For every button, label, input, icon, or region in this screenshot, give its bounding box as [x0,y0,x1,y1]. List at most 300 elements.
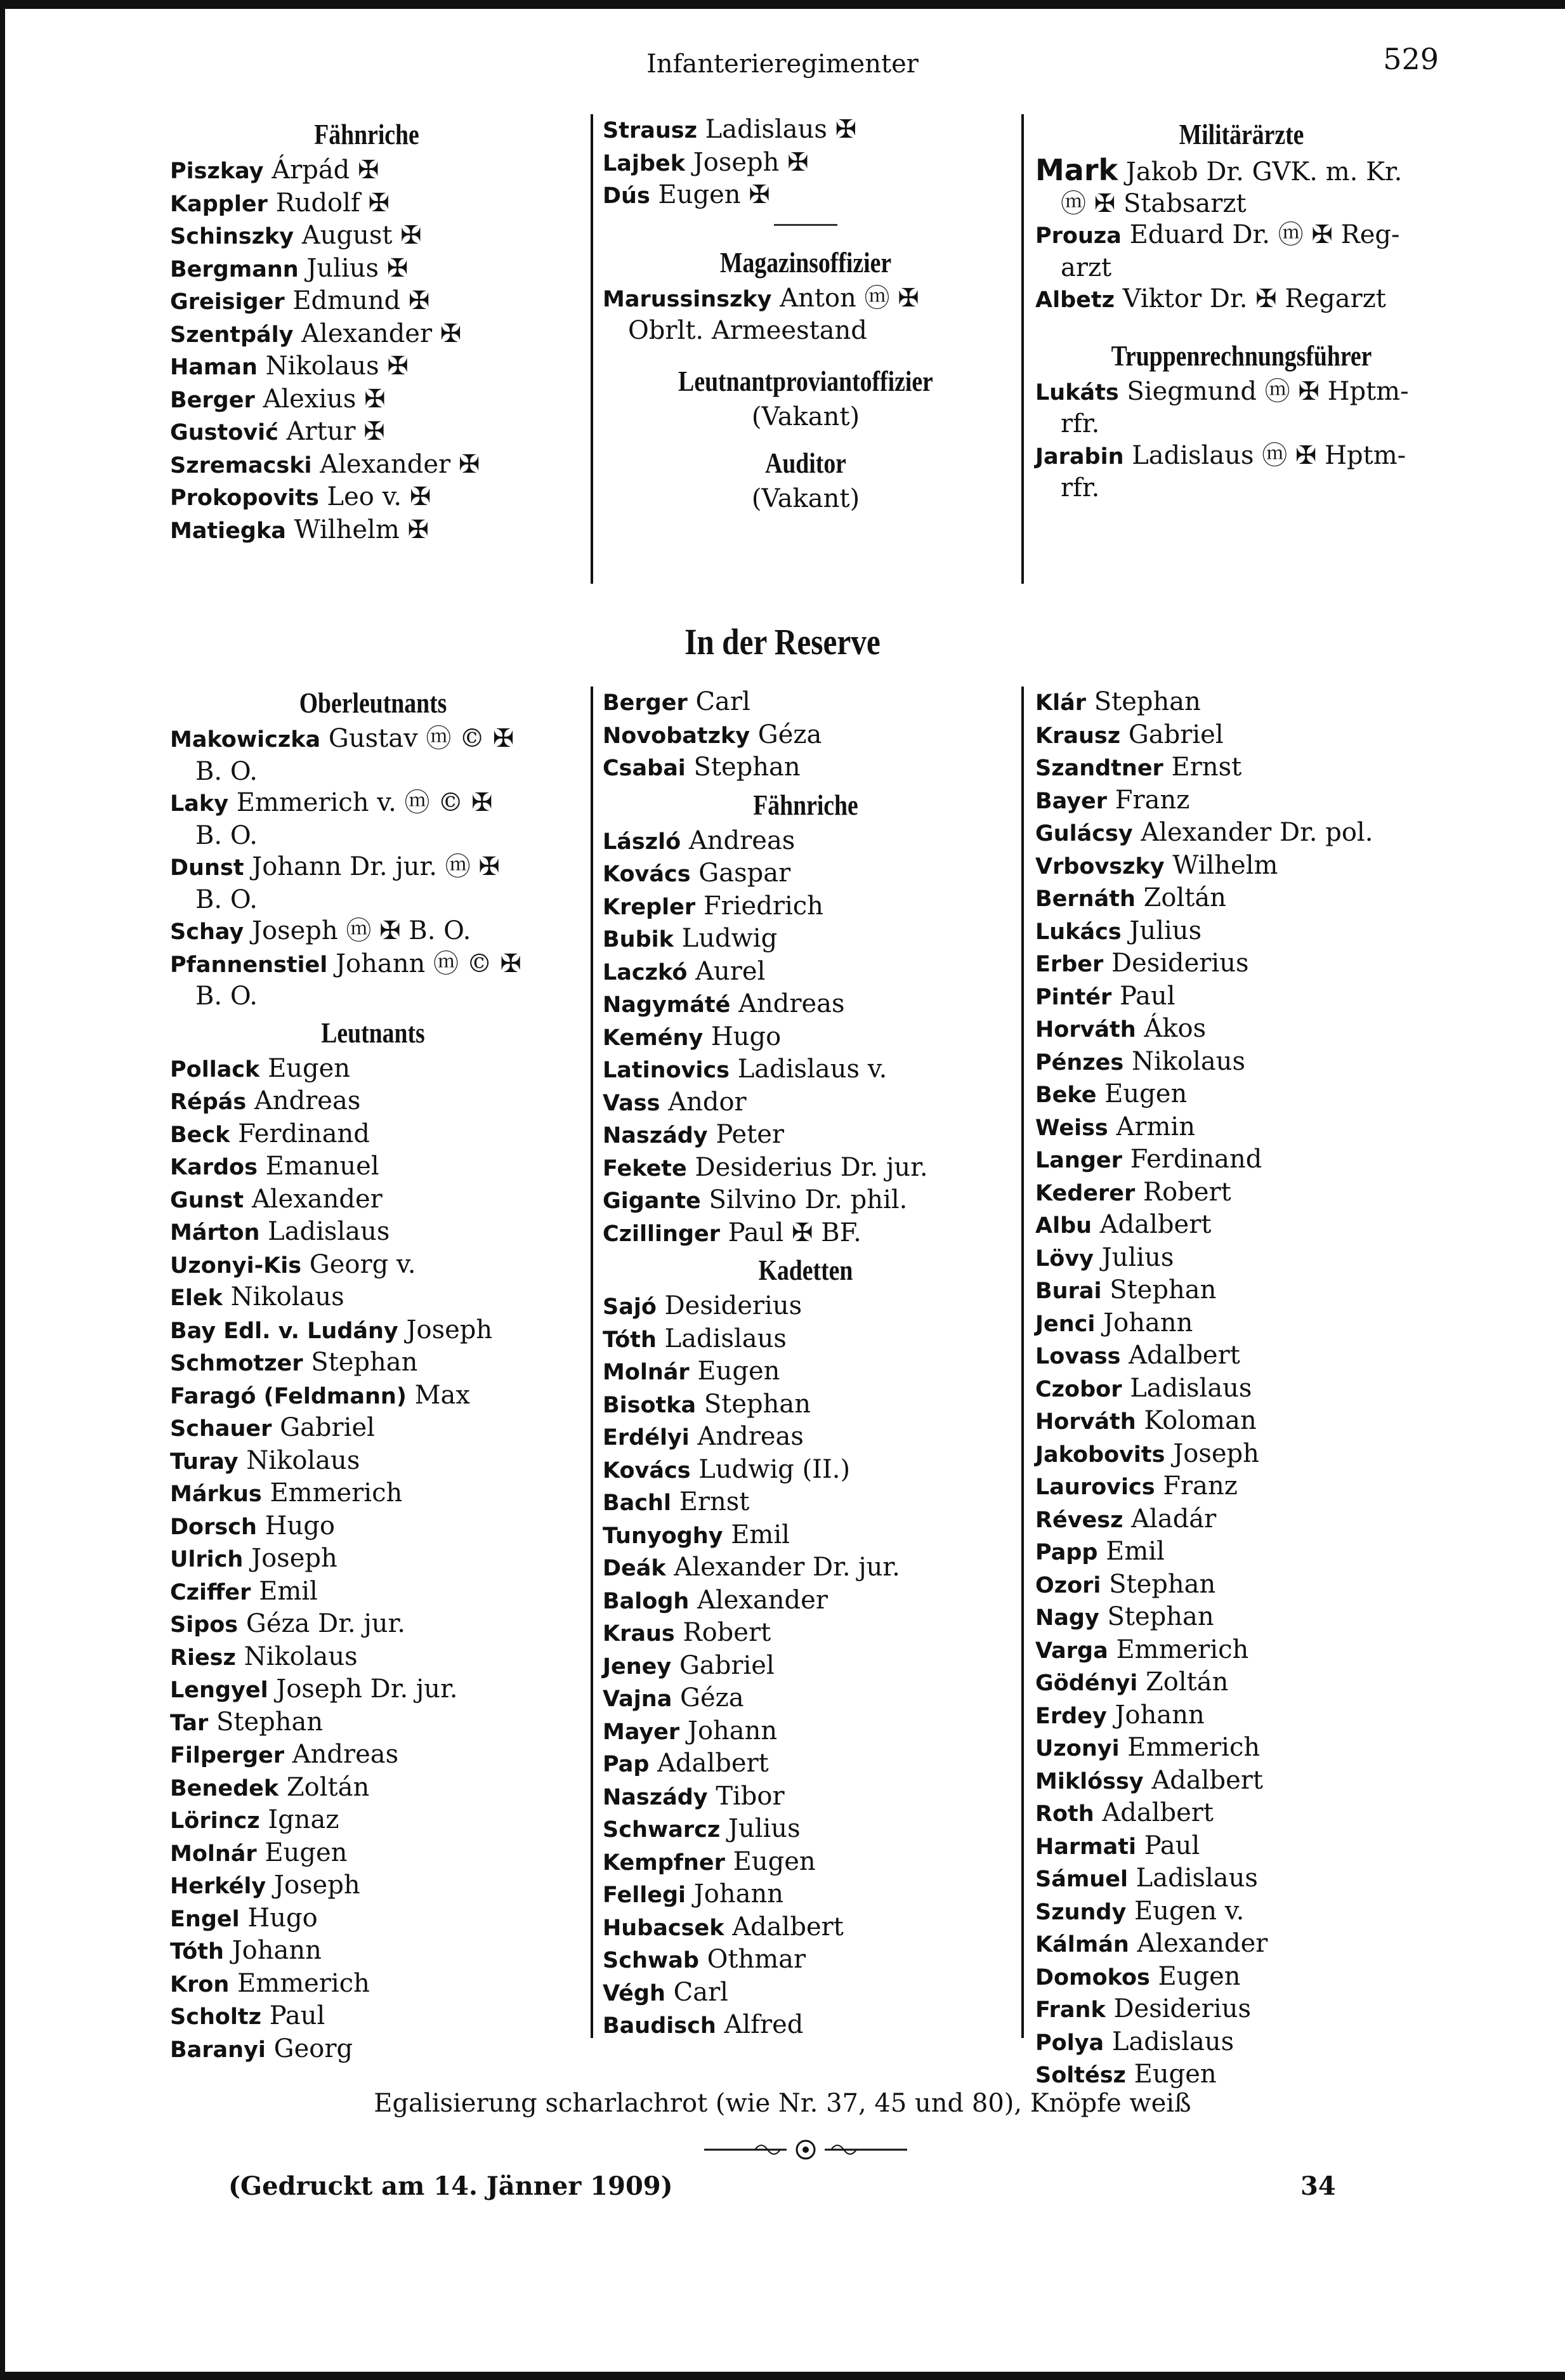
list-item: Jarabin Ladislaus ⓜ ✠ Hptm- [1035,440,1406,470]
given-name: Stephan [1109,1569,1216,1599]
given-name: Emmerich [1127,1733,1261,1762]
surname: Csabai [603,756,686,781]
list-item [603,1152,1009,1185]
list-item [170,1445,576,1478]
list-item: Albetz Viktor Dr. ✠ Regarzt [1035,284,1386,313]
given-name: Eugen ✠ [658,180,770,209]
faehnriche-list [170,155,563,547]
given-name: Othmar [707,1945,806,1974]
scan-border-left [0,0,5,2380]
list-item [170,1347,576,1380]
given-name: Stephan [1094,687,1201,716]
top-right-column [1035,114,1448,504]
surname: Bergmann [170,256,299,282]
list-item [1035,817,1448,850]
surname: Ozori [1035,1572,1101,1598]
given-name: Emil [731,1520,790,1549]
given-name: Adalbert [1102,1798,1214,1827]
top-middle-column [603,114,1009,515]
list-item [1035,1144,1448,1177]
given-name: Alexander Dr. pol. [1141,818,1373,847]
list-item [170,1380,576,1413]
surname: Engel [170,1906,240,1932]
list-item [170,1282,576,1315]
surname: Pintér [1035,984,1112,1010]
list-item [1035,1634,1448,1667]
surname: Kálmán [1035,1932,1129,1957]
list-item [1035,1961,1448,1994]
list-item [603,956,1009,989]
list-item [1035,1471,1448,1504]
surname: Nagy [1035,1605,1099,1631]
list-item [170,723,576,756]
given-name: Nikolaus [246,1445,360,1475]
list-item [170,1543,576,1576]
given-name: Ludwig [681,924,778,953]
given-name: Alexander [697,1585,828,1615]
list-item [603,1683,1009,1716]
list-item [1035,2059,1448,2092]
list-item [170,1086,576,1119]
given-name: Koloman [1144,1406,1257,1435]
surname: Prokopovits [170,485,319,511]
proviant-heading: Leutnantproviantoffizier [678,364,933,397]
given-name: Ernst [1171,753,1242,782]
scan-border-top [0,0,1565,9]
list-item [170,1608,576,1641]
surname: Kron [170,1971,230,1997]
list-item [170,220,563,253]
given-name: Andreas [738,989,845,1018]
surname: Gigante [603,1188,701,1214]
surname: Erdélyi [603,1425,690,1450]
given-name: Emmerich [270,1478,403,1508]
given-name: Nikolaus ✠ [265,352,409,381]
given-name: Zoltán [1143,883,1226,912]
given-name: Stephan [216,1707,324,1737]
given-name: Andor [668,1087,747,1117]
list-item [170,384,563,417]
list-item [170,1674,576,1707]
surname: Horváth [1035,1017,1136,1042]
list-item [603,1650,1009,1683]
list-item: Marussinszky Anton ⓜ ✠ [603,283,919,313]
surname: Piszkay [170,159,264,184]
surname: Makowiczka [170,727,321,753]
given-name: Alexander ✠ [301,319,462,348]
given-name: Johann [1103,1308,1193,1338]
list-item [170,1053,576,1086]
surname: Schinszky [170,224,294,249]
surname: Kempfner [603,1850,725,1876]
surname: Tóth [603,1327,657,1353]
reserve-faehnriche-list [603,825,1009,1251]
surname: Kovács [603,862,691,887]
surname: Lörincz [170,1808,260,1834]
top-left-column [170,114,563,547]
printed-date: (Gedruckt am 14. Jänner 1909) [228,2171,673,2201]
list-item [1035,1700,1448,1733]
list-item [1035,1732,1448,1765]
surname: Gustović [170,420,278,445]
given-name: Joseph ✠ [693,147,809,177]
surname: Kovács [603,1457,691,1483]
surname: Jenci [1035,1311,1096,1337]
surname: Bubik [603,927,674,952]
given-name: Franz [1163,1471,1238,1501]
list-item [170,1805,576,1838]
list-item [1035,1896,1448,1929]
surname: Schauer [170,1416,272,1442]
given-name: Franz [1115,785,1190,815]
given-name: Adalbert [732,1912,844,1942]
given-name: Johann [693,1879,783,1909]
given-name: Johann [232,1936,322,1965]
surname: Tar [170,1710,209,1736]
list-item [1035,1112,1448,1145]
list-item [170,1249,576,1282]
surname: Faragó (Feldmann) [170,1383,407,1409]
surname: Végh [603,1980,665,2006]
surname: Herkély [170,1874,266,1899]
given-name: Alfred [724,2010,804,2039]
kadetten-list [603,1291,1009,2042]
given-name: Nikolaus [230,1282,344,1312]
given-name: Carl [695,687,750,716]
surname: Kappler [170,191,268,217]
list-item [603,825,1009,858]
surname: Krausz [1035,723,1121,749]
given-name: Silvino Dr. phil. [709,1185,908,1214]
given-name: Adalbert [1099,1210,1212,1239]
list-item: Mark Jakob Dr. GVK. m. Kr. [1035,153,1403,187]
surname: Jakobovits [1035,1442,1165,1468]
given-name: Eugen [1104,1079,1188,1108]
surname: Sámuel [1035,1867,1128,1892]
given-name: Eugen [265,1838,348,1867]
list-item [170,351,563,384]
given-name: Andreas [697,1422,804,1451]
given-name: Georg [273,2034,353,2063]
list-item [170,1739,576,1772]
surname: Erdey [1035,1703,1107,1729]
surname: Laczkó [603,959,688,985]
surname: Pfannenstiel [170,952,328,978]
kadetten-heading: Kadetten [758,1254,853,1286]
surname: Vass [603,1090,660,1116]
surname: Schwab [603,1948,699,1973]
list-item [170,1935,576,1968]
rechnungsfuehrer-heading: Truppenrechnungsführer [1111,339,1372,372]
surname: Lövy [1035,1246,1094,1272]
surname: Latinovics [603,1058,730,1083]
list-item [170,515,563,548]
surname: Kardos [170,1155,258,1180]
surname: Ulrich [170,1547,244,1572]
surname: Papp [1035,1540,1098,1565]
given-name: Johann ⓜ © ✠ [336,949,521,978]
surname: Molnár [170,1841,257,1867]
list-item [603,1421,1009,1454]
given-name: Stephan [704,1389,811,1419]
surname: Schmotzer [170,1351,303,1376]
surname: Greisiger [170,289,285,315]
surname: Bachl [603,1490,671,1516]
given-name: Ladislaus [1136,1864,1258,1893]
list-item [170,449,563,482]
list-item [603,1324,1009,1357]
list-item [603,1454,1009,1487]
list-item [1035,1242,1448,1275]
surname: Lovass [1035,1344,1121,1369]
surname: Fellegi [603,1883,686,1908]
list-item [603,1054,1009,1087]
surname: Szundy [1035,1899,1127,1925]
given-name: Stephan [1107,1602,1214,1631]
list-item [603,180,1009,213]
given-name: Ferdinand [238,1119,370,1148]
list-item [603,752,1009,785]
list-item [1035,1079,1448,1112]
list-item [603,1977,1009,2010]
given-name: Paul [269,2001,325,2030]
surname: Gulácsy [1035,821,1133,846]
surname: Dorsch [170,1514,257,1540]
given-name: Eugen [733,1846,816,1876]
given-name: Aladár [1131,1504,1217,1534]
given-name: Paul [1144,1831,1200,1860]
given-name: Georg v. [309,1249,416,1279]
given-name: Julius [728,1814,801,1843]
given-name: Joseph [273,1870,360,1900]
list-item [603,1944,1009,1977]
list-item [1035,785,1448,818]
list-item [603,114,1009,147]
list-item [170,1119,576,1152]
given-name: Aurel [695,956,766,986]
given-name: Gaspar [698,858,791,888]
given-name: Eugen [697,1357,780,1386]
list-item [1035,1667,1448,1700]
surname: Frank [1035,1997,1106,2023]
given-name: Stephan [1110,1275,1217,1305]
given-name: Ladislaus [1111,2027,1234,2056]
surname: Scholtz [170,2004,262,2030]
column-divider [1021,114,1024,584]
given-name: Eugen [268,1053,351,1083]
given-name: Stephan [693,753,801,782]
given-name: Edmund ✠ [292,286,430,315]
surname: Matiegka [170,518,286,544]
list-item [603,1912,1009,1945]
surname: Berger [603,690,688,716]
given-name: Andreas [688,825,796,855]
given-name: Johann Dr. jur. ⓜ ✠ [252,852,500,881]
column-divider [591,687,593,2038]
surname: Márkus [170,1482,262,1507]
surname: Riesz [170,1645,236,1671]
list-item [1035,752,1448,785]
list-item [170,787,576,820]
given-name: Emil [259,1576,318,1606]
surname: Balogh [603,1588,690,1614]
given-name: Wilhelm [1172,850,1278,880]
surname: Varga [1035,1638,1108,1664]
surname: Krepler [603,894,696,920]
list-item [1035,1308,1448,1341]
given-name: Armin [1116,1112,1195,1141]
list-item [170,1576,576,1609]
list-item-continuation: arzt [1061,253,1112,282]
list-item [170,949,576,982]
surname: László [603,829,681,855]
list-item [603,1487,1009,1520]
list-item [1035,720,1448,753]
surname: Laurovics [1035,1475,1155,1500]
surname: Laky [170,791,229,817]
list-item [170,1870,576,1903]
surname: Baudisch [603,2013,716,2039]
surname: Szremacski [170,452,312,478]
surname: Polya [1035,2030,1104,2056]
given-name: Joseph Dr. jur. [276,1674,458,1704]
surname: Turay [170,1449,239,1475]
list-item [1035,916,1448,949]
given-name: Johann [1115,1700,1205,1730]
magazin-heading: Magazinsoffizier [719,246,892,279]
list-item [170,1151,576,1184]
given-name: Rudolf ✠ [275,188,390,218]
given-name: Eugen [1134,2060,1217,2089]
list-item-continuation: B. O. [195,820,258,850]
given-name: Wilhelm ✠ [294,515,429,544]
surname: Pollack [170,1056,260,1082]
surname: Hubacsek [603,1915,724,1941]
given-name: Ferdinand [1130,1145,1262,1174]
surname: Deák [603,1556,666,1581]
surname: Sajó [603,1294,657,1320]
oberleutnants-list [170,723,576,1013]
reserve-right-column [1035,687,1448,2092]
given-name: Desiderius [1113,1994,1252,2023]
given-name: Gabriel [1128,720,1224,749]
list-item [1035,1765,1448,1798]
list-item [170,188,563,221]
list-item [170,482,563,515]
list-item [603,1716,1009,1749]
given-name: Andreas [292,1740,399,1769]
list-item [1035,1177,1448,1210]
list-item [1035,948,1448,981]
surname: Beke [1035,1082,1097,1108]
given-name: Emmerich v. ⓜ © ✠ [236,788,493,817]
list-item [1035,883,1448,916]
surname: Miklóssy [1035,1768,1144,1794]
list-item [603,1119,1009,1152]
surname: Lajbek [603,150,685,176]
reserve-left-column [170,683,576,2066]
list-item [603,1552,1009,1585]
given-name: Alexander [1137,1929,1268,1958]
list-item [603,1781,1009,1814]
surname: Berger [170,387,255,413]
list-item [170,416,563,449]
ornament-divider [698,2137,913,2162]
surname: Novobatzky [603,723,750,749]
oberleutnants-heading: Oberleutnants [299,687,447,719]
given-name: Ernst [679,1487,750,1516]
list-item-continuation: ⓜ ✠ Stabsarzt [1061,188,1247,218]
given-name: Desiderius [664,1291,802,1320]
surname: Naszády [603,1123,708,1148]
surname: Baranyi [170,2037,266,2063]
given-name: Desiderius Dr. jur. [695,1152,928,1182]
surname: Schwarcz [603,1817,721,1843]
list-item [1035,1831,1448,1864]
list-item [1035,1405,1448,1438]
surname: Dunst [170,855,244,881]
surname: Bayer [1035,788,1108,814]
surname: Gunst [170,1187,244,1213]
list-item [603,923,1009,956]
list-item-continuation: B. O. [195,884,258,914]
given-name: Hugo [710,1022,782,1051]
given-name: Hugo [265,1511,335,1541]
list-item [170,155,563,188]
surname: Harmati [1035,1834,1136,1860]
surname: Bay Edl. v. Ludány [170,1318,398,1344]
list-item [170,1184,576,1217]
list-item [603,1813,1009,1846]
list-item [170,851,576,884]
given-name: Artur ✠ [286,417,385,446]
scan-border-bottom [0,2372,1565,2380]
given-name: Géza [680,1683,744,1713]
list-item [170,319,563,352]
surname: Cziffer [170,1579,251,1605]
surname: Haman [170,355,258,380]
surname: Pap [603,1752,650,1777]
list-item [1035,1013,1448,1046]
surname: Tóth [170,1939,224,1964]
list-item [603,1748,1009,1781]
list-item-continuation: B. O. [195,756,258,786]
list-item [603,1879,1009,1912]
surname: Bisotka [603,1392,697,1418]
surname: Lengyel [170,1678,268,1703]
given-name: Joseph [251,1544,337,1573]
given-name: Emmerich [1116,1634,1249,1664]
list-item: Lukáts Siegmund ⓜ ✠ Hptm- [1035,376,1409,406]
given-name: Emanuel [265,1152,379,1181]
list-item [1035,1536,1448,1569]
list-item [603,1846,1009,1879]
surname: Roth [1035,1801,1094,1827]
reserve-middle-column [603,687,1009,2042]
given-name: Friedrich [703,891,823,921]
given-name: Ladislaus [268,1217,390,1246]
given-name: Joseph [406,1315,493,1345]
surname: Benedek [170,1775,279,1801]
given-name: Alexius ✠ [263,384,386,414]
given-name: Peter [716,1120,784,1149]
list-item [1035,850,1448,883]
sheet-number: 34 [1300,2171,1336,2201]
given-name: Alexander ✠ [320,449,480,479]
list-item [603,687,1009,720]
running-head: Infanterieregimenter [646,49,919,79]
surname: Márton [170,1220,260,1246]
